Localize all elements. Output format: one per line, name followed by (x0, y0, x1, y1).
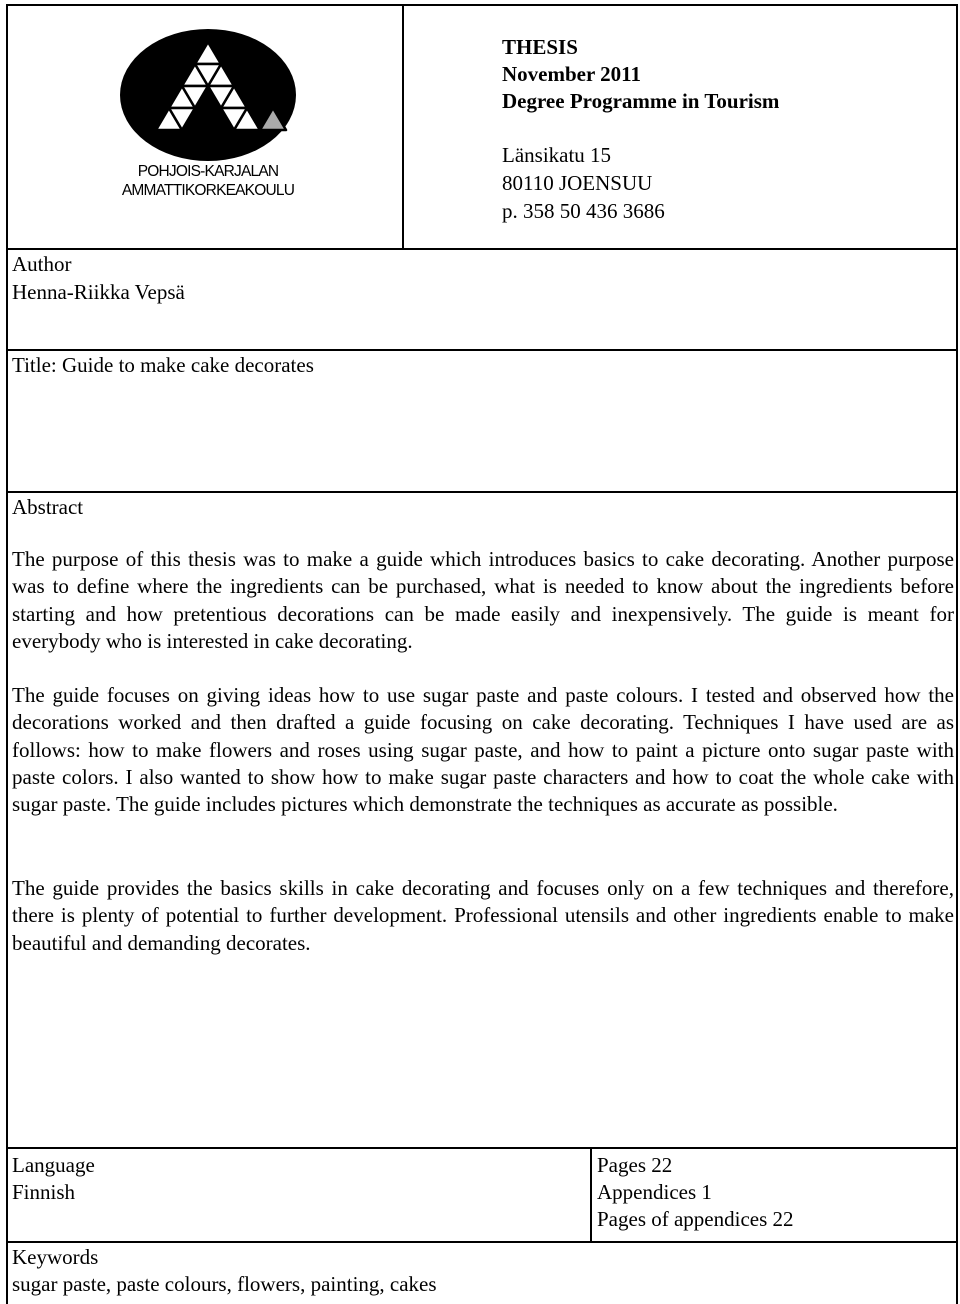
logo-text (118, 162, 298, 200)
author-label: Author (12, 252, 72, 276)
language-label: Language (12, 1153, 95, 1177)
pages-count: Pages 22 (597, 1153, 673, 1177)
logo-text-line1: POHJOIS-KARJALAN (137, 163, 279, 180)
doc-date: November 2011 (502, 62, 642, 86)
address-city: 80110 JOENSUU (502, 171, 653, 195)
doc-type: THESIS (502, 35, 578, 59)
header-info-box (402, 4, 958, 250)
degree-programme: Degree Programme in Tourism (502, 89, 780, 113)
keywords-value: sugar paste, paste colours, flowers, painting, cakes (12, 1272, 437, 1296)
language-value: Finnish (12, 1180, 76, 1204)
abstract-paragraph-1: The purpose of this thesis was to make a guide which introduces basics to cake decorating. Another purpose was to define where the ingredients can be purchased, what is needed to know about the ingredients before starting and how pretentious decorations can be made easily and inexpensively. The guide is meant for everybody who is interested in cake decorating. (12, 547, 954, 653)
pages-of-appendices: Pages of appendices 22 (597, 1207, 794, 1231)
logo-text-line2: AMMATTIKORKEAKOULU (121, 182, 295, 199)
university-logo (118, 2, 298, 162)
abstract-label: Abstract (12, 495, 84, 519)
phone: p. 358 50 436 3686 (502, 199, 665, 223)
abstract-paragraph-3: The guide provides the basics skills in cake decorating and focuses only on a few techniques and therefore, there is plenty of potential to further development. Professional utensils and other ingredients enable to make beautiful and demanding decorates. (12, 876, 954, 955)
address-street: Länsikatu 15 (502, 143, 612, 167)
thesis-title: Title: Guide to make cake decorates (12, 353, 314, 377)
keywords-label: Keywords (12, 1245, 99, 1269)
author-name: Henna-Riikka Vepsä (12, 280, 185, 304)
appendices-count: Appendices 1 (597, 1180, 712, 1204)
abstract-paragraph-2: The guide focuses on giving ideas how to use sugar paste and paste colours. I tested and observed how the decorations worked and then drafted a guide focusing on cake decorating. Techniques I have used are as follows: how to make flowers and roses using sugar paste, and how to paint a picture onto sugar paste with paste colors. I also wanted to show how to make sugar paste characters and how to coat the whole cake with sugar paste. The guide includes pictures which demonstrate the techniques as accurate as possible. (12, 683, 954, 817)
